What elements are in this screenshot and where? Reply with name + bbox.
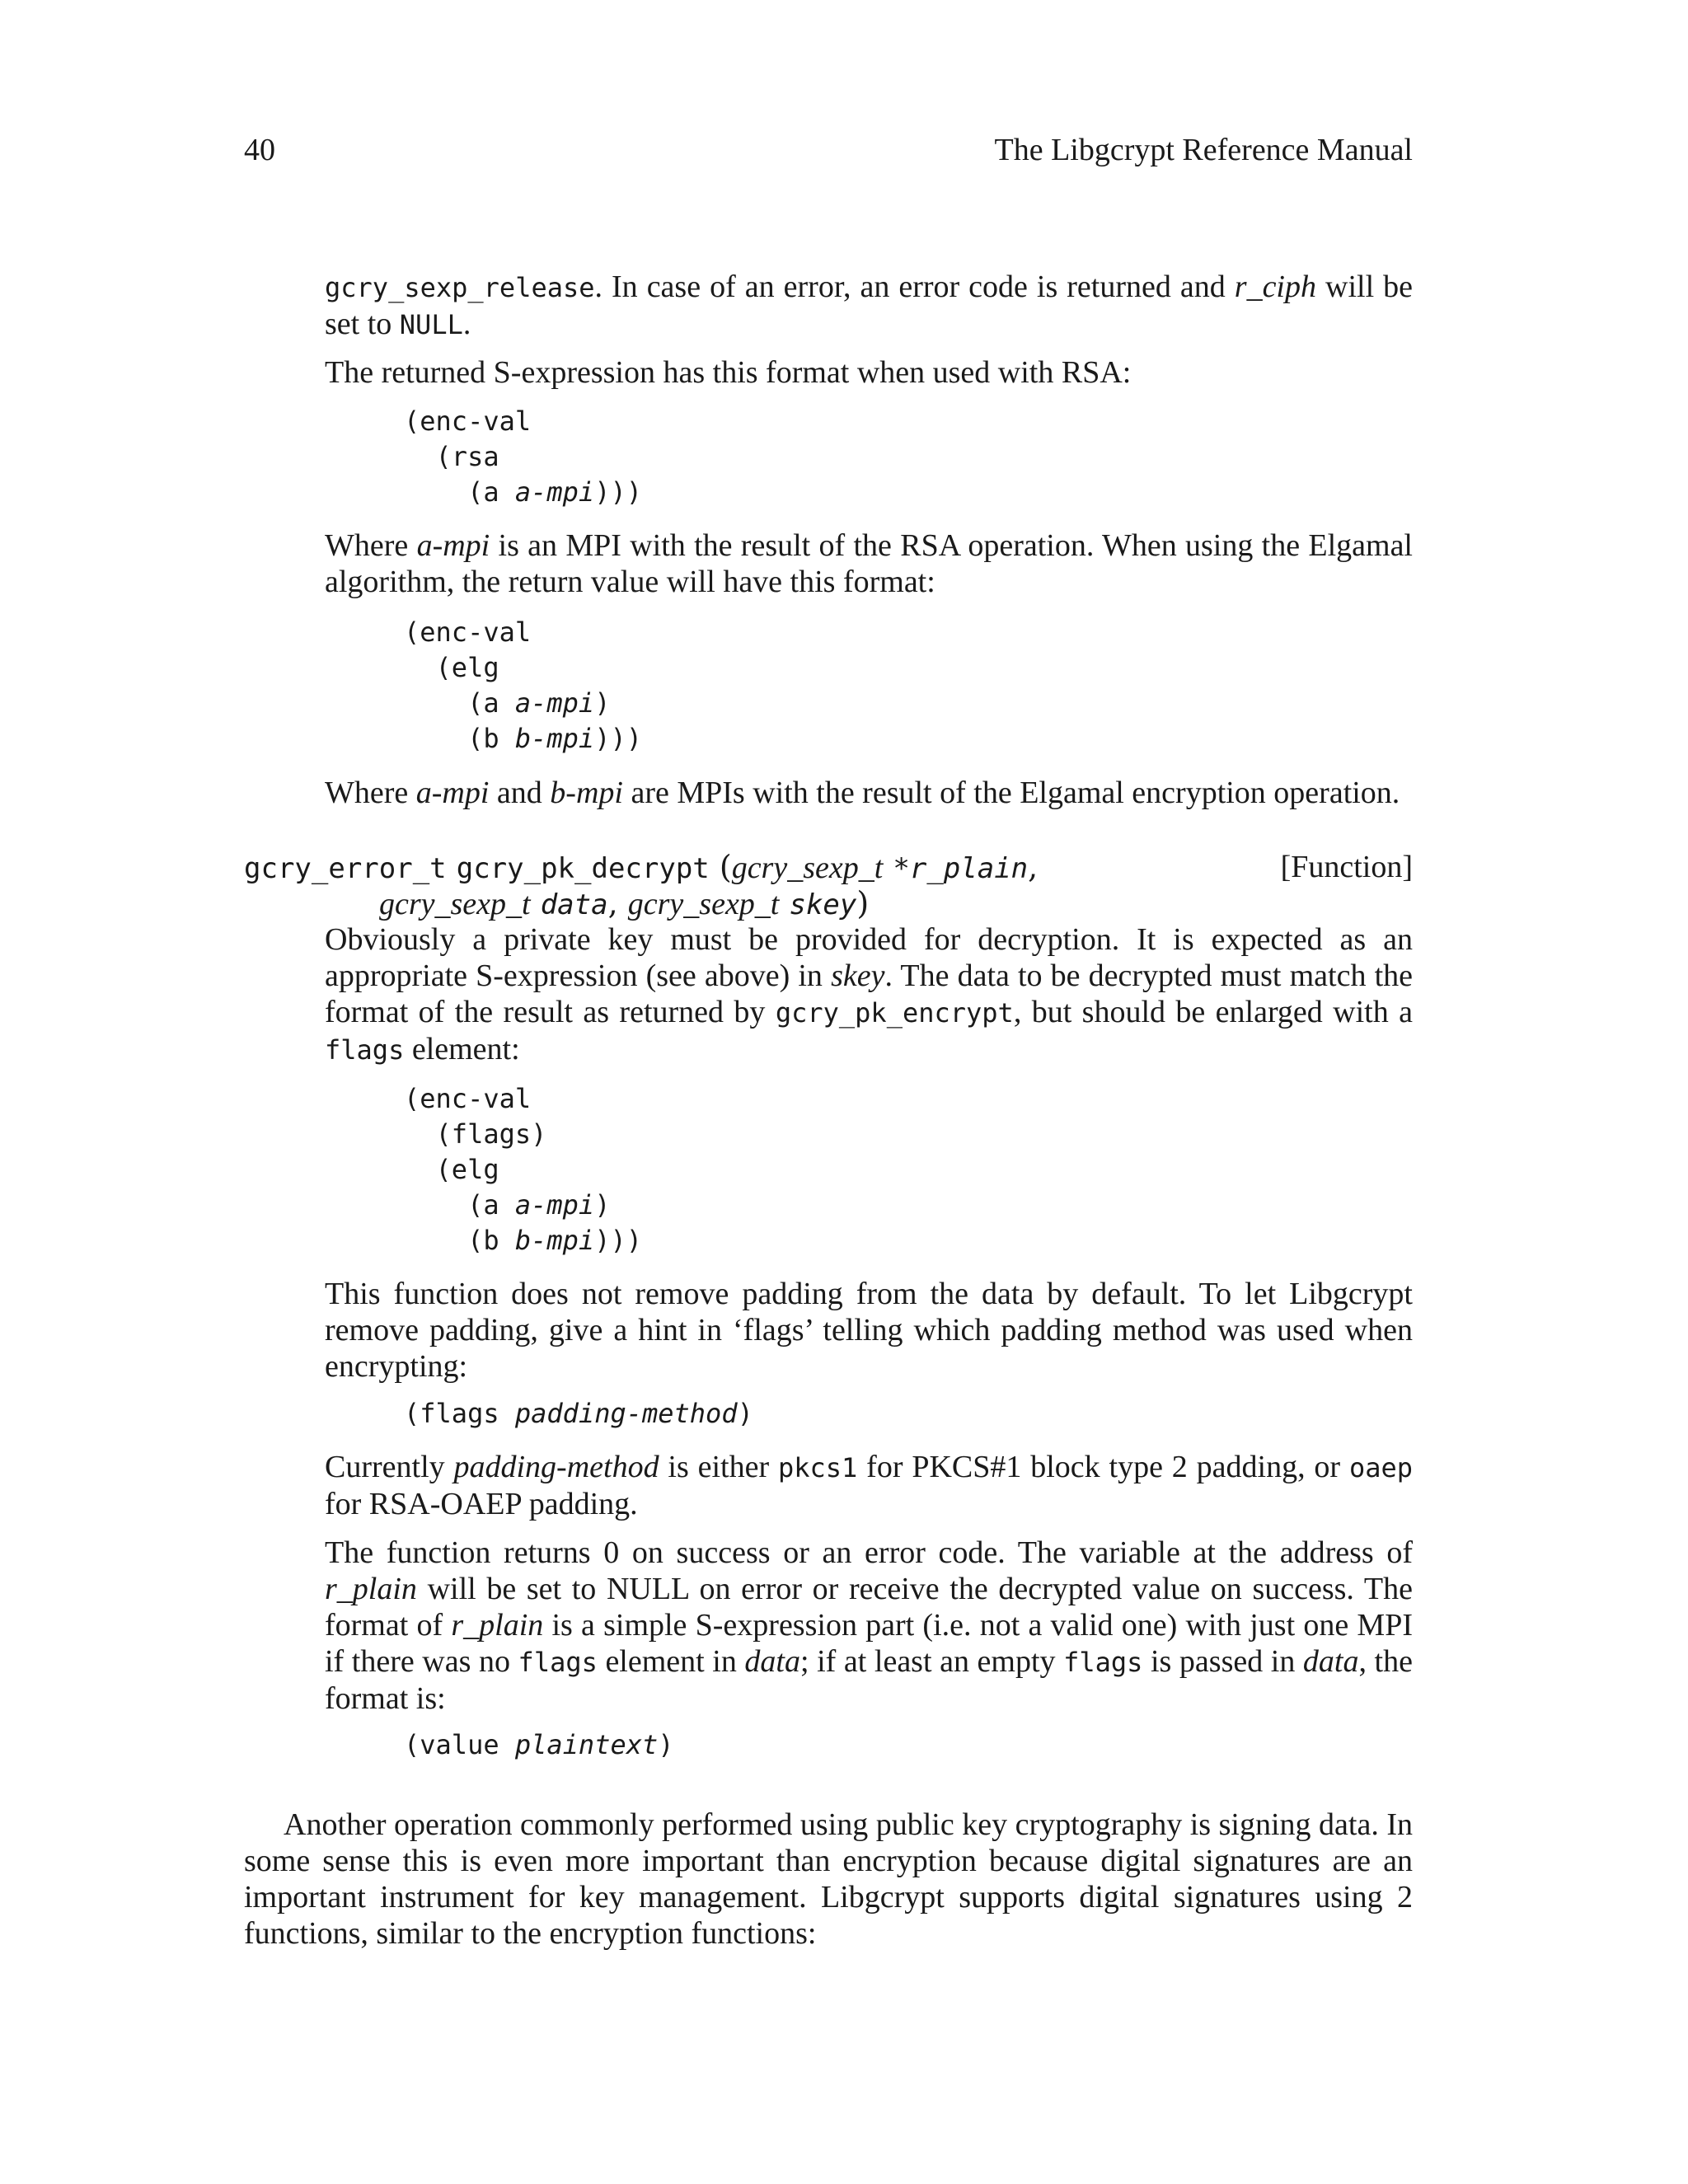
param-type: gcry_sexp_t: [731, 851, 884, 885]
paragraph-signing-intro: Another operation commonly performed using public key cryptography is signing data. In some sense this is even more important than encryption because digital signatures are an important instrument for key management. Libgcrypt supports digital signatures using 2 functions, similar to the encryption functions:: [244, 1807, 1413, 1951]
code-line: (elg: [404, 652, 499, 683]
inline-code: NULL: [399, 309, 463, 340]
text-run: . In case of an error, an error code is returned and: [594, 269, 1235, 304]
paragraph-padding-method: [325, 1449, 1413, 1522]
param-type: gcry_sexp_t: [627, 887, 780, 921]
code-block-elg: [404, 615, 642, 757]
code-line: (flags: [404, 1398, 515, 1429]
paragraph-padding: This function does not remove padding from the data by default. To let Libgcrypt remove padding, give a hint in ‘flags’ telling which padding method was used when encrypting:: [325, 1277, 1413, 1384]
param-name: data: [540, 888, 608, 921]
code-block-padding: [404, 1396, 753, 1432]
text-run: .: [462, 307, 471, 341]
code-var: padding-method: [514, 1398, 738, 1429]
text-run: for PKCS#1 block type 2 padding, or: [857, 1450, 1349, 1484]
inline-code: flags: [518, 1647, 598, 1678]
param-ref: a-mpi: [416, 528, 490, 563]
code-line: (enc-val: [404, 616, 532, 648]
text-run: Where: [325, 776, 416, 810]
text-run: is either: [659, 1450, 778, 1484]
param-ref: r_ciph: [1234, 269, 1316, 304]
inline-code: flags: [325, 1034, 405, 1066]
param-ref: a-mpi: [415, 776, 490, 810]
code-line: (a: [404, 476, 515, 508]
code-line: (elg: [404, 1154, 499, 1185]
paragraph-elgamal-intro: [325, 527, 1413, 600]
text-run: ; if at least an empty: [799, 1644, 1064, 1679]
code-line: (b: [404, 723, 515, 754]
code-line: ): [737, 1398, 753, 1429]
code-block-rsa: [404, 404, 642, 510]
text-run: element:: [404, 1032, 520, 1066]
text-run: and: [489, 776, 551, 810]
text-run: will be set to: [325, 269, 1414, 341]
text-run: Obviously a private key must be provided for decryption. It is expected as an appropriate S-expression (see above) in: [325, 922, 1413, 993]
paren: ): [856, 885, 870, 921]
code-line: (enc-val: [404, 405, 532, 437]
text-run: Where: [325, 528, 417, 563]
code-var: b-mpi: [514, 1225, 595, 1256]
text-run: . The data to be decrypted must match the format of the result as returned by: [325, 958, 1414, 1029]
paragraph-release-note: [325, 269, 1413, 343]
paragraph-rsa-format: The returned S-expression has this format when used with RSA:: [325, 355, 1132, 390]
paren: (: [709, 849, 732, 885]
text-run: are MPIs with the result of the Elgamal encryption operation.: [622, 776, 1400, 810]
paragraph-return-value: [325, 1535, 1413, 1717]
return-type: gcry_error_t: [244, 852, 447, 885]
param-ref: r_plain: [325, 1572, 417, 1606]
code-line: ))): [594, 476, 642, 508]
comma: ,: [1028, 849, 1039, 885]
code-line: (b: [404, 1225, 515, 1256]
running-title: The Libgcrypt Reference Manual: [994, 133, 1413, 167]
code-block-flags: [404, 1081, 642, 1258]
code-line: ))): [594, 723, 642, 754]
paragraph-decrypt-desc: [325, 921, 1413, 1068]
code-var: plaintext: [514, 1729, 659, 1760]
param-ref: data: [1302, 1644, 1359, 1679]
page-number: 40: [244, 133, 275, 167]
inline-code: gcry_pk_encrypt: [775, 997, 1014, 1029]
text-run: is an MPI with the result of the RSA operation. When using the Elgamal algorithm, the return value will have this format:: [325, 528, 1413, 599]
function-name: gcry_pk_decrypt: [456, 852, 710, 885]
code-line: (a: [404, 1189, 515, 1221]
text-run: , but should be enlarged with a: [1013, 995, 1414, 1029]
inline-code: oaep: [1348, 1452, 1413, 1483]
code-line: ): [658, 1729, 674, 1760]
text-run: for RSA-OAEP padding.: [325, 1487, 638, 1521]
inline-code: flags: [1063, 1647, 1143, 1678]
param-ref: b-mpi: [550, 776, 623, 810]
code-line: ): [594, 687, 611, 719]
function-signature-cont: gcry_sexp_t data, gcry_sexp_t skey): [379, 885, 870, 921]
text-run: element in: [597, 1644, 745, 1679]
code-line: (a: [404, 687, 515, 719]
code-var: a-mpi: [514, 687, 595, 719]
function-signature: [244, 849, 1038, 887]
param-ref: skey: [831, 958, 885, 993]
param-type: gcry_sexp_t: [379, 887, 531, 921]
text-run: will be set to NULL on error or receive the decrypted value on success. The format of: [325, 1572, 1413, 1643]
text-run: , the format is:: [325, 1644, 1413, 1716]
code-line: (enc-val: [404, 1083, 532, 1114]
text-run: Currently: [325, 1450, 454, 1484]
code-var: b-mpi: [514, 723, 595, 754]
param-ref: r_plain: [451, 1608, 544, 1643]
param-name: skey: [789, 888, 857, 921]
code-var: a-mpi: [514, 476, 595, 508]
code-line: ): [594, 1189, 611, 1221]
code-line: ))): [594, 1225, 642, 1256]
text-run: is passed in: [1142, 1644, 1303, 1679]
text-run: is a simple S-expression part (i.e. not a valid one) with just one MPI if there was no: [325, 1608, 1413, 1679]
code-block-plaintext: [404, 1727, 674, 1763]
param-ref: padding-method: [453, 1450, 659, 1484]
text-run: The function returns 0 on success or an error code. The variable at the address of: [325, 1535, 1413, 1570]
code-line: (rsa: [404, 441, 499, 472]
param-ref: data: [744, 1644, 800, 1679]
inline-code: pkcs1: [777, 1452, 858, 1483]
paragraph-elgamal-result: [325, 775, 1413, 811]
code-var: a-mpi: [514, 1189, 595, 1221]
inline-code: gcry_sexp_release: [325, 272, 595, 303]
code-line: (value: [404, 1729, 515, 1760]
param-name: *r_plain: [893, 852, 1029, 885]
code-line: (flags): [404, 1118, 547, 1150]
function-tag: [Function]: [1280, 850, 1413, 884]
